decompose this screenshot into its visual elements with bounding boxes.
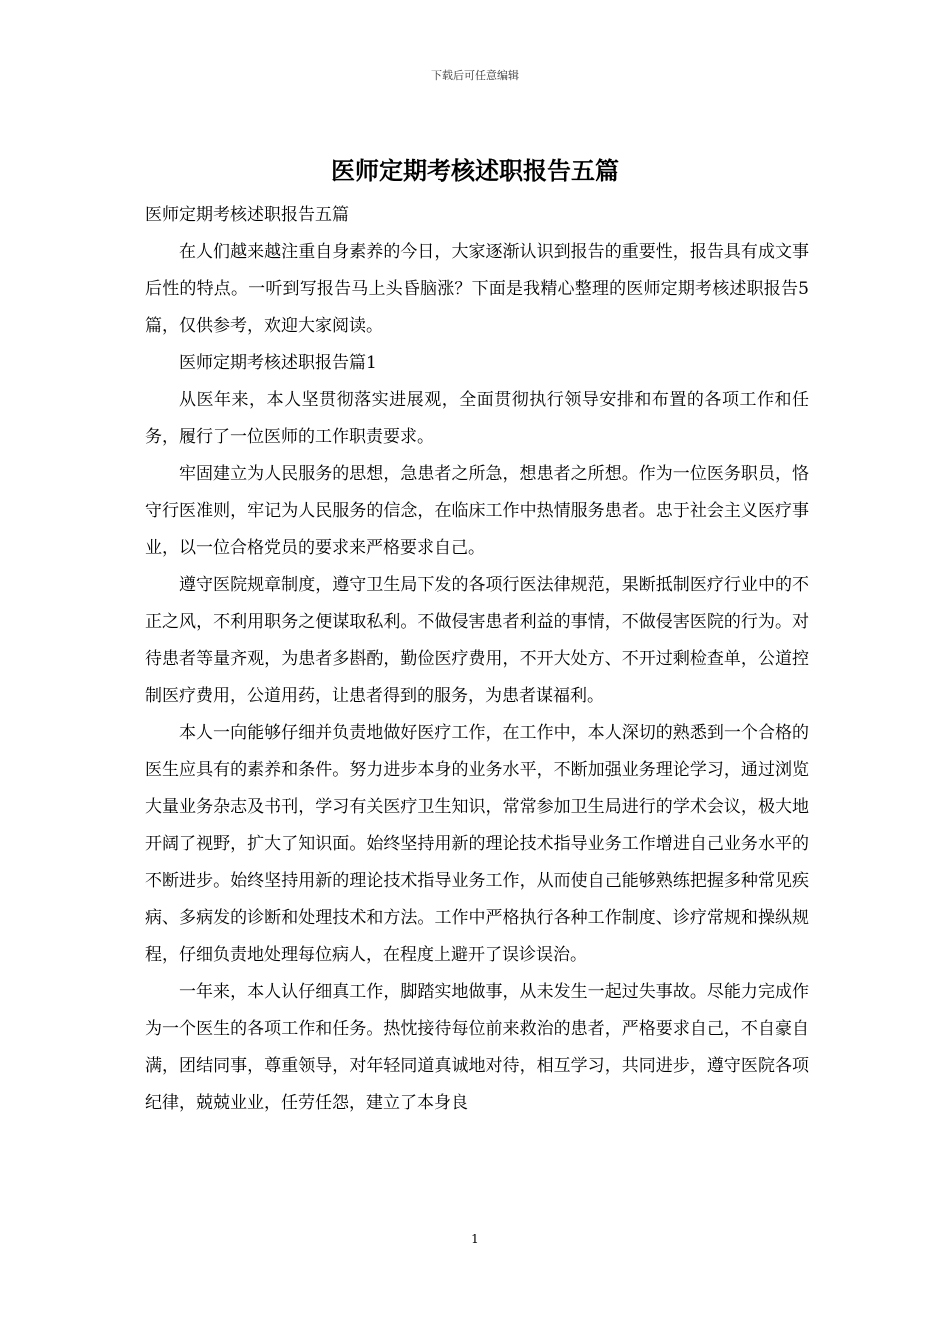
document-body xyxy=(145,197,809,1122)
subtitle-paragraph: 医师定期考核述职报告五篇 xyxy=(145,205,349,225)
document-title: 医师定期考核述职报告五篇 xyxy=(331,156,619,185)
page-header: 下载后可任意编辑 xyxy=(431,69,519,82)
body-paragraph: 从医年来，本人坚贯彻落实进展观，全面贯彻执行领导安排和布置的各项工作和任务，履行了一位医师的工作职责要求。 xyxy=(145,390,809,447)
page-number: 1 xyxy=(471,1232,479,1246)
section-heading: 医师定期考核述职报告篇1 xyxy=(179,353,377,373)
body-paragraph: 遵守医院规章制度，遵守卫生局下发的各项行医法律规范，果断抵制医疗行业中的不正之风，不利用职务之便谋取私利。不做侵害患者利益的事情，不做侵害医院的行为。对待患者等量齐观，为患者多斟酌，勤俭医疗费用，不开大处方、不开过剩检查单，公道控制医疗费用，公道用药，让患者得到的服务，为患者谋福利。 xyxy=(145,575,809,706)
body-paragraph: 一年来，本人认仔细真工作，脚踏实地做事，从未发生一起过失事故。尽能力完成作为一个医生的各项工作和任务。热忱接待每位前来救治的患者，严格要求自己，不自豪自满，团结同事，尊重领导，对年轻同道真诚地对待，相互学习，共同进步，遵守医院各项纪律，兢兢业业，任劳任怨，建立了本身良 xyxy=(145,982,809,1113)
intro-paragraph: 在人们越来越注重自身素养的今日，大家逐渐认识到报告的重要性，报告具有成文事后性的特点。一听到写报告马上头昏脑涨？下面是我精心整理的医师定期考核述职报告5篇，仅供参考，欢迎大家阅读。 xyxy=(145,242,809,336)
body-paragraph: 牢固建立为人民服务的思想，急患者之所急，想患者之所想。作为一位医务职员，恪守行医准则，牢记为人民服务的信念，在临床工作中热情服务患者。忠于社会主义医疗事业，以一位合格党员的要求来严格要求自己。 xyxy=(145,464,809,558)
body-paragraph: 本人一向能够仔细并负责地做好医疗工作，在工作中，本人深切的熟悉到一个合格的医生应具有的素养和条件。努力进步本身的业务水平，不断加强业务理论学习，通过浏览大量业务杂志及书刊，学习有关医疗卫生知识，常常参加卫生局进行的学术会议，极大地开阔了视野，扩大了知识面。始终坚持用新的理论技术指导业务工作增进自己业务水平的不断进步。始终坚持用新的理论技术指导业务工作，从而使自己能够熟练把握多种常见疾病、多病发的诊断和处理技术和方法。工作中严格执行各种工作制度、诊疗常规和操纵规程，仔细负责地处理每位病人，在程度上避开了误诊误治。 xyxy=(145,723,809,965)
